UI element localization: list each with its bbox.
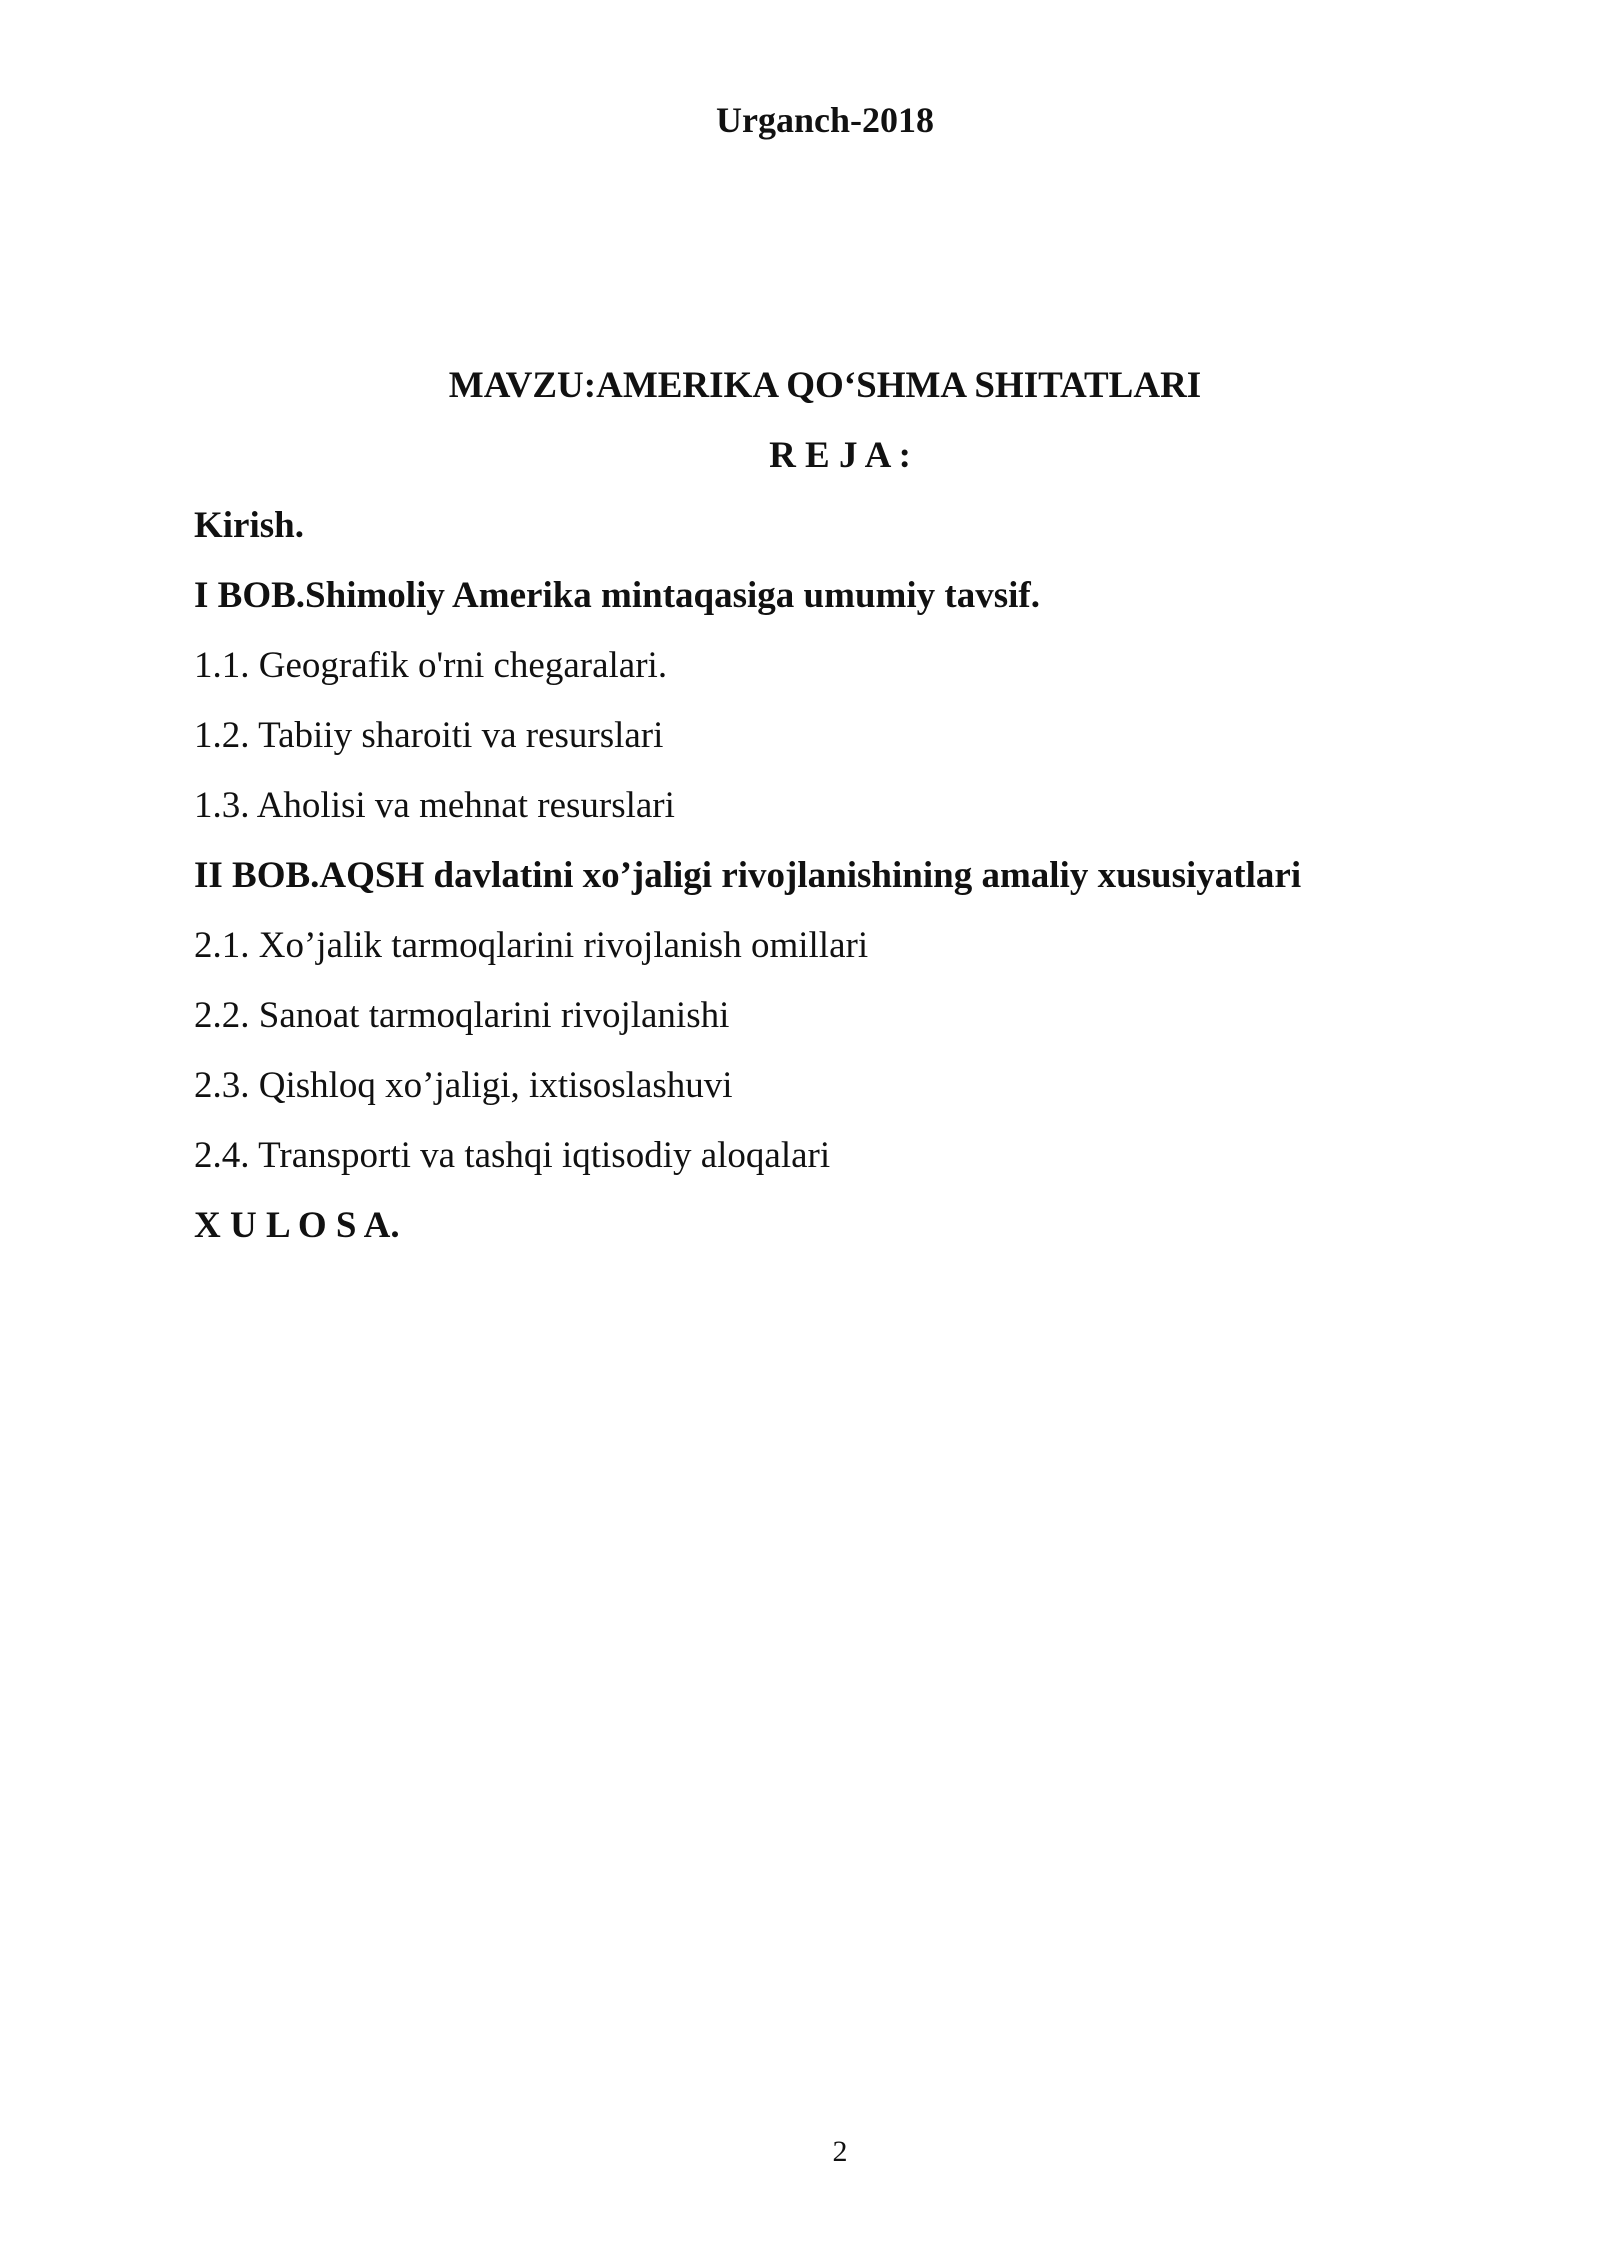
toc-item-intro: Kirish. (194, 505, 304, 546)
topic-title: MAVZU:AMERIKA QO‘SHMA SHITATLARI (448, 365, 1202, 406)
toc-item-2-1: 2.1. Xo’jalik tarmoqlarini rivojlanish omillari (194, 925, 869, 966)
table-of-contents (194, 502, 1524, 1272)
city-year-heading: Urganch-2018 (716, 100, 934, 140)
toc-item-2-4: 2.4. Transporti va tashqi iqtisodiy aloqalari (194, 1135, 831, 1176)
toc-item-conclusion: X U L O S A. (194, 1205, 400, 1246)
toc-item-2-3: 2.3. Qishloq xo’jaligi, ixtisoslashuvi (194, 1065, 733, 1106)
toc-item-1-1: 1.1. Geografik o'rni chegaralari. (194, 645, 668, 686)
plan-heading: R E J A : (769, 435, 911, 476)
toc-item-1-2: 1.2. Tabiiy sharoiti va resurslari (194, 715, 664, 756)
toc-item-chapter-2: II BOB.AQSH davlatini xo’jaligi rivojlanishining amaliy xususiyatlari (194, 855, 1302, 896)
toc-item-1-3: 1.3. Aholisi va mehnat resurslari (194, 785, 675, 826)
toc-item-chapter-1: I BOB.Shimoliy Amerika mintaqasiga umumiy tavsif. (194, 575, 1040, 616)
page-number: 2 (832, 2135, 848, 2168)
toc-item-2-2: 2.2. Sanoat tarmoqlarini rivojlanishi (194, 995, 730, 1036)
